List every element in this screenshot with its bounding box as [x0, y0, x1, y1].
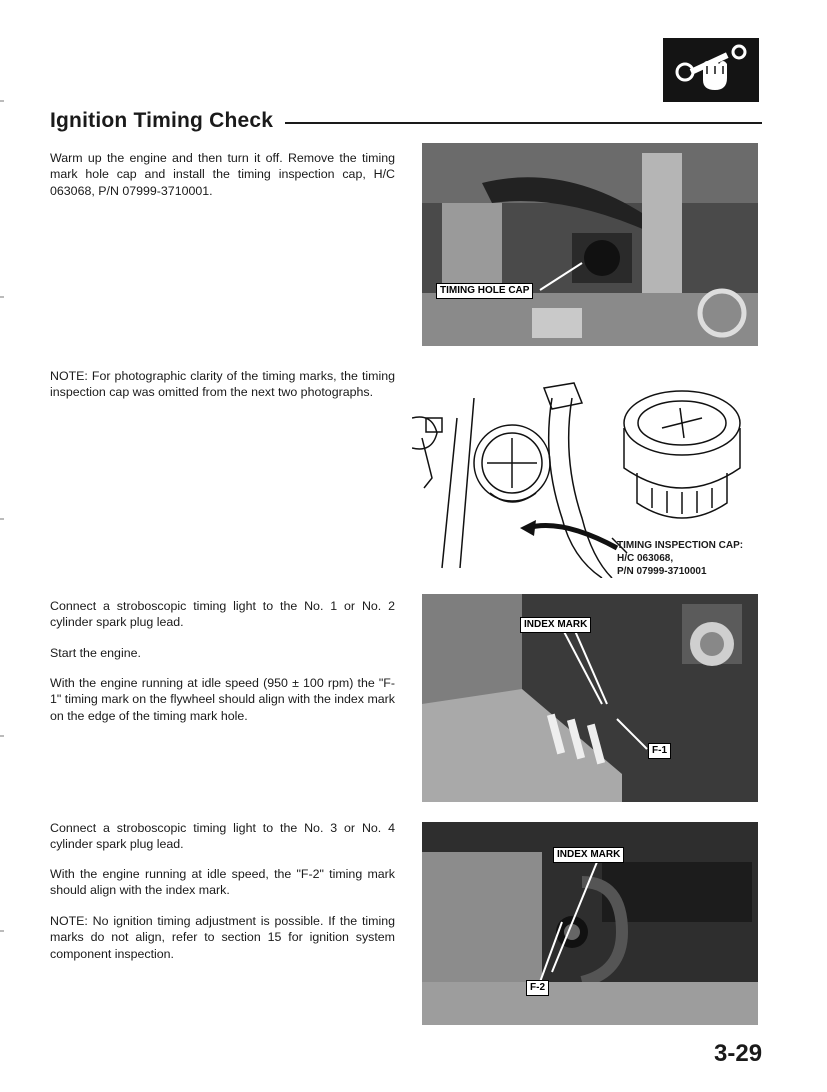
paragraph-f1-align: With the engine running at idle speed (950 ± 100 rpm) the "F-1" timing mark on the flywheel should align with the index mark on the edge of the timing mark hole.	[50, 676, 395, 723]
title-divider	[285, 122, 762, 124]
paragraph-note-adjustment: NOTE: No ignition timing adjustment is possible. If the timing marks do not align, refer to section 15 for ignition system component inspection.	[50, 914, 395, 961]
scan-artifact	[0, 735, 4, 737]
scan-artifact	[0, 296, 4, 298]
label-timing-hole-cap: TIMING HOLE CAP	[436, 283, 533, 299]
label-timing-inspection-cap	[617, 539, 743, 578]
label-f2-mark: F-2	[526, 980, 549, 996]
photo-timing-hole-cap	[422, 143, 758, 346]
cap-label-line1: TIMING INSPECTION CAP:	[617, 540, 744, 551]
paragraph-connect-3-4: Connect a stroboscopic timing light to the No. 3 or No. 4 cylinder spark plug lead.	[50, 821, 395, 852]
paragraph-start-engine: Start the engine.	[50, 646, 141, 660]
cap-label-line2: H/C 063068,	[617, 553, 674, 564]
photo-f1-timing-mark	[422, 594, 758, 802]
paragraph-warm-up: Warm up the engine and then turn it off. Remove the timing mark hole cap and install the timing inspection cap, H/C 063068, P/N 07999-3710001.	[50, 151, 395, 198]
paragraph-connect-1-2: Connect a stroboscopic timing light to the No. 1 or No. 2 cylinder spark plug lead.	[50, 599, 395, 630]
scan-artifact	[0, 100, 4, 102]
paragraph-note-clarity: NOTE: For photographic clarity of the timing marks, the timing inspection cap was omitted from the next two photographs.	[50, 369, 395, 400]
label-f1-mark: F-1	[648, 743, 671, 759]
hand-wrench-icon	[663, 38, 759, 102]
scan-artifact	[0, 930, 4, 932]
scan-artifact	[0, 518, 4, 520]
page-title: Ignition Timing Check	[50, 109, 274, 132]
cap-label-line3: P/N 07999-3710001	[617, 566, 707, 577]
section-tab	[663, 38, 759, 102]
label-index-mark-f2: INDEX MARK	[553, 847, 624, 863]
paragraph-f2-align: With the engine running at idle speed, the "F-2" timing mark should align with the index mark.	[50, 867, 395, 898]
page-number: 3-29	[714, 1040, 763, 1067]
label-index-mark-f1: INDEX MARK	[520, 617, 591, 633]
photo-f2-timing-mark	[422, 822, 758, 1025]
